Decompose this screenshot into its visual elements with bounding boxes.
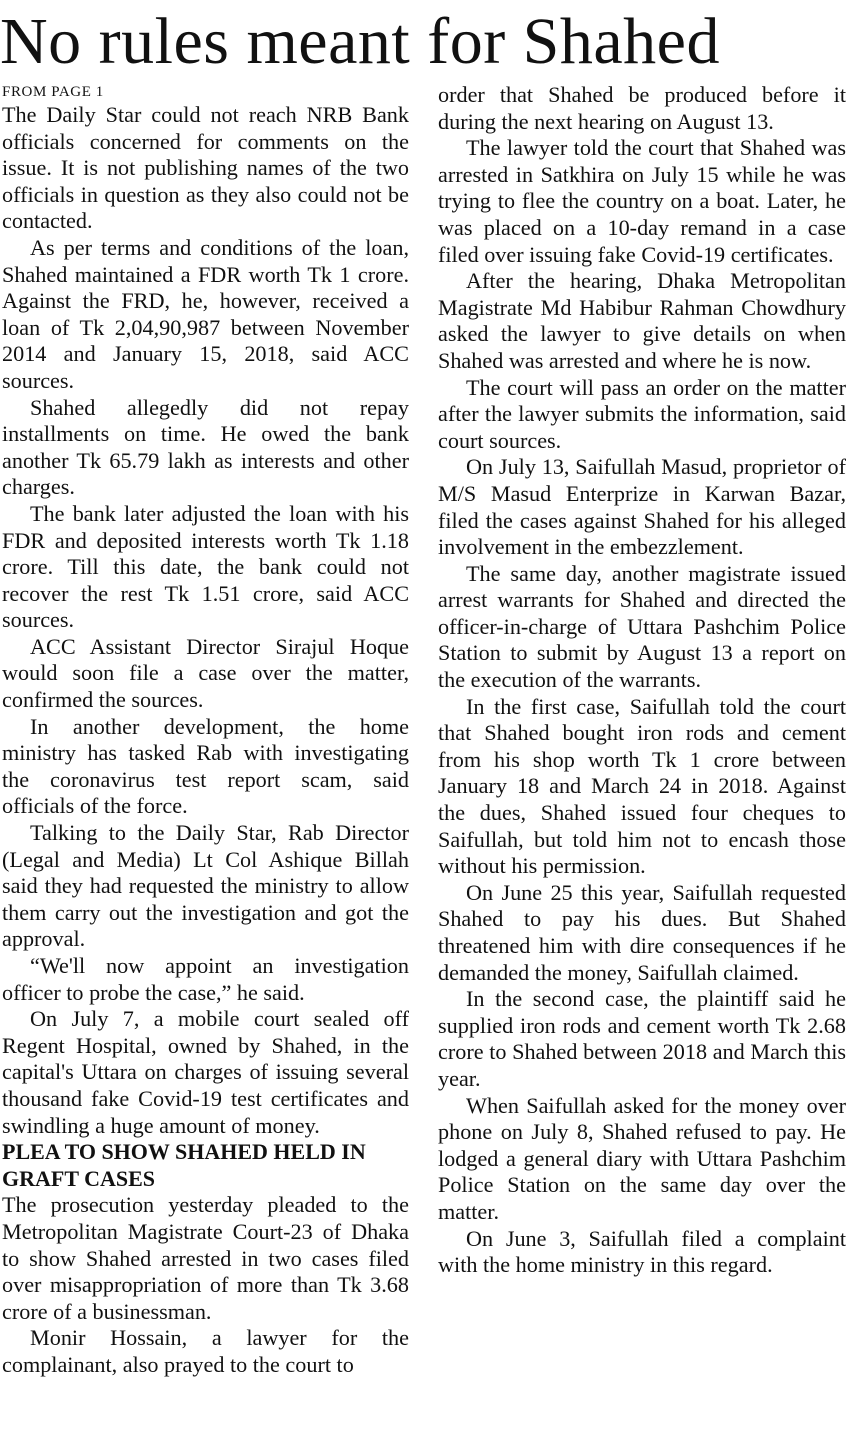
headline: No rules meant for Shahed (0, 5, 720, 78)
article-column-left (2, 82, 409, 1432)
paragraph: In the first case, Saifullah told the court that Shahed bought iron rods and cement from his shop worth Tk 1 crore between January 18 and March 24 in 2018. Against the dues, Shahed issued four cheques to Saifullah, but told him not to encash those without his permission. (438, 693, 846, 879)
paragraph: As per terms and conditions of the loan, Shahed maintained a FDR worth Tk 1 crore. Against the FRD, he, however, received a loan of Tk 2,04,90,987 between November 2014 and January 15, 2018, said ACC sources. (2, 234, 409, 393)
paragraph: The court will pass an order on the matter after the lawyer submits the information, said court sources. (438, 374, 846, 453)
paragraph: In another development, the home ministry has tasked Rab with investigating the coronavirus test report scam, said officials of the force. (2, 713, 409, 819)
paragraph: ACC Assistant Director Sirajul Hoque would soon file a case over the matter, confirmed the sources. (2, 633, 409, 713)
paragraph: order that Shahed be produced before it during the next hearing on August 13. (438, 82, 846, 134)
paragraph: Monir Hossain, a lawyer for the complainant, also prayed to the court to (2, 1325, 409, 1377)
jump-line: FROM PAGE 1 (2, 84, 104, 100)
paragraph: The lawyer told the court that Shahed was arrested in Satkhira on July 15 while he was trying to flee the country on a boat. Later, he was placed on a 10-day remand in a case filed over issuing fake Covid-19 certificates. (438, 135, 846, 267)
paragraph: In the second case, the plaintiff said he supplied iron rods and cement worth Tk 2.68 crore to Shahed between 2018 and March this year. (438, 986, 846, 1091)
subhead: PLEA TO SHOW SHAHED HELD IN GRAFT CASES (2, 1139, 366, 1191)
paragraph: Talking to the Daily Star, Rab Director (Legal and Media) Lt Col Ashique Billah said they had requested the ministry to allow them carry out the investigation and got the approval. (2, 820, 409, 952)
paragraph: On June 3, Saifullah filed a complaint with the home ministry in this regard. (438, 1225, 846, 1278)
paragraph: On July 13, Saifullah Masud, proprietor of M/S Masud Enterprize in Karwan Bazar, filed the cases against Shahed for his alleged involvement in the embezzlement. (438, 454, 846, 560)
paragraph: On July 7, a mobile court sealed off Regent Hospital, owned by Shahed, in the capital's Uttara on charges of issuing several thousand fake Covid-19 test certificates and swindling a huge amount of money. (2, 1006, 409, 1138)
paragraph: “We'll now appoint an investigation officer to probe the case,” he said. (2, 953, 409, 1005)
paragraph: On June 25 this year, Saifullah requested Shahed to pay his dues. But Shahed threatened him with dire consequences if he demanded the money, Saifullah claimed. (438, 879, 846, 985)
paragraph: After the hearing, Dhaka Metropolitan Magistrate Md Habibur Rahman Chowdhury asked the lawyer to give details on when Shahed was arrested and where he is now. (438, 268, 846, 373)
paragraph: The Daily Star could not reach NRB Bank officials concerned for comments on the issue. It is not publishing names of the two officials in question as they also could not be contacted. (2, 102, 409, 234)
paragraph: When Saifullah asked for the money over phone on July 8, Shahed refused to pay. He lodged a general diary with Uttara Pashchim Police Station on the same day over the matter. (438, 1092, 846, 1224)
paragraph: The prosecution yesterday pleaded to the Metropolitan Magistrate Court-23 of Dhaka to show Shahed arrested in two cases filed over misappropriation of more than Tk 3.68 crore of a businessman. (2, 1192, 409, 1324)
paragraph: The same day, another magistrate issued arrest warrants for Shahed and directed the officer-in-charge of Uttara Pashchim Police Station to submit by August 13 a report on the execution of the warrants. (438, 560, 846, 693)
paragraph: The bank later adjusted the loan with his FDR and deposited interests worth Tk 1.18 crore. Till this date, the bank could not recover the rest Tk 1.51 crore, said ACC sources. (2, 500, 409, 633)
paragraph: Shahed allegedly did not repay installments on time. He owed the bank another Tk 65.79 lakh as interests and other charges. (2, 394, 409, 500)
article-column-right (438, 82, 846, 1432)
